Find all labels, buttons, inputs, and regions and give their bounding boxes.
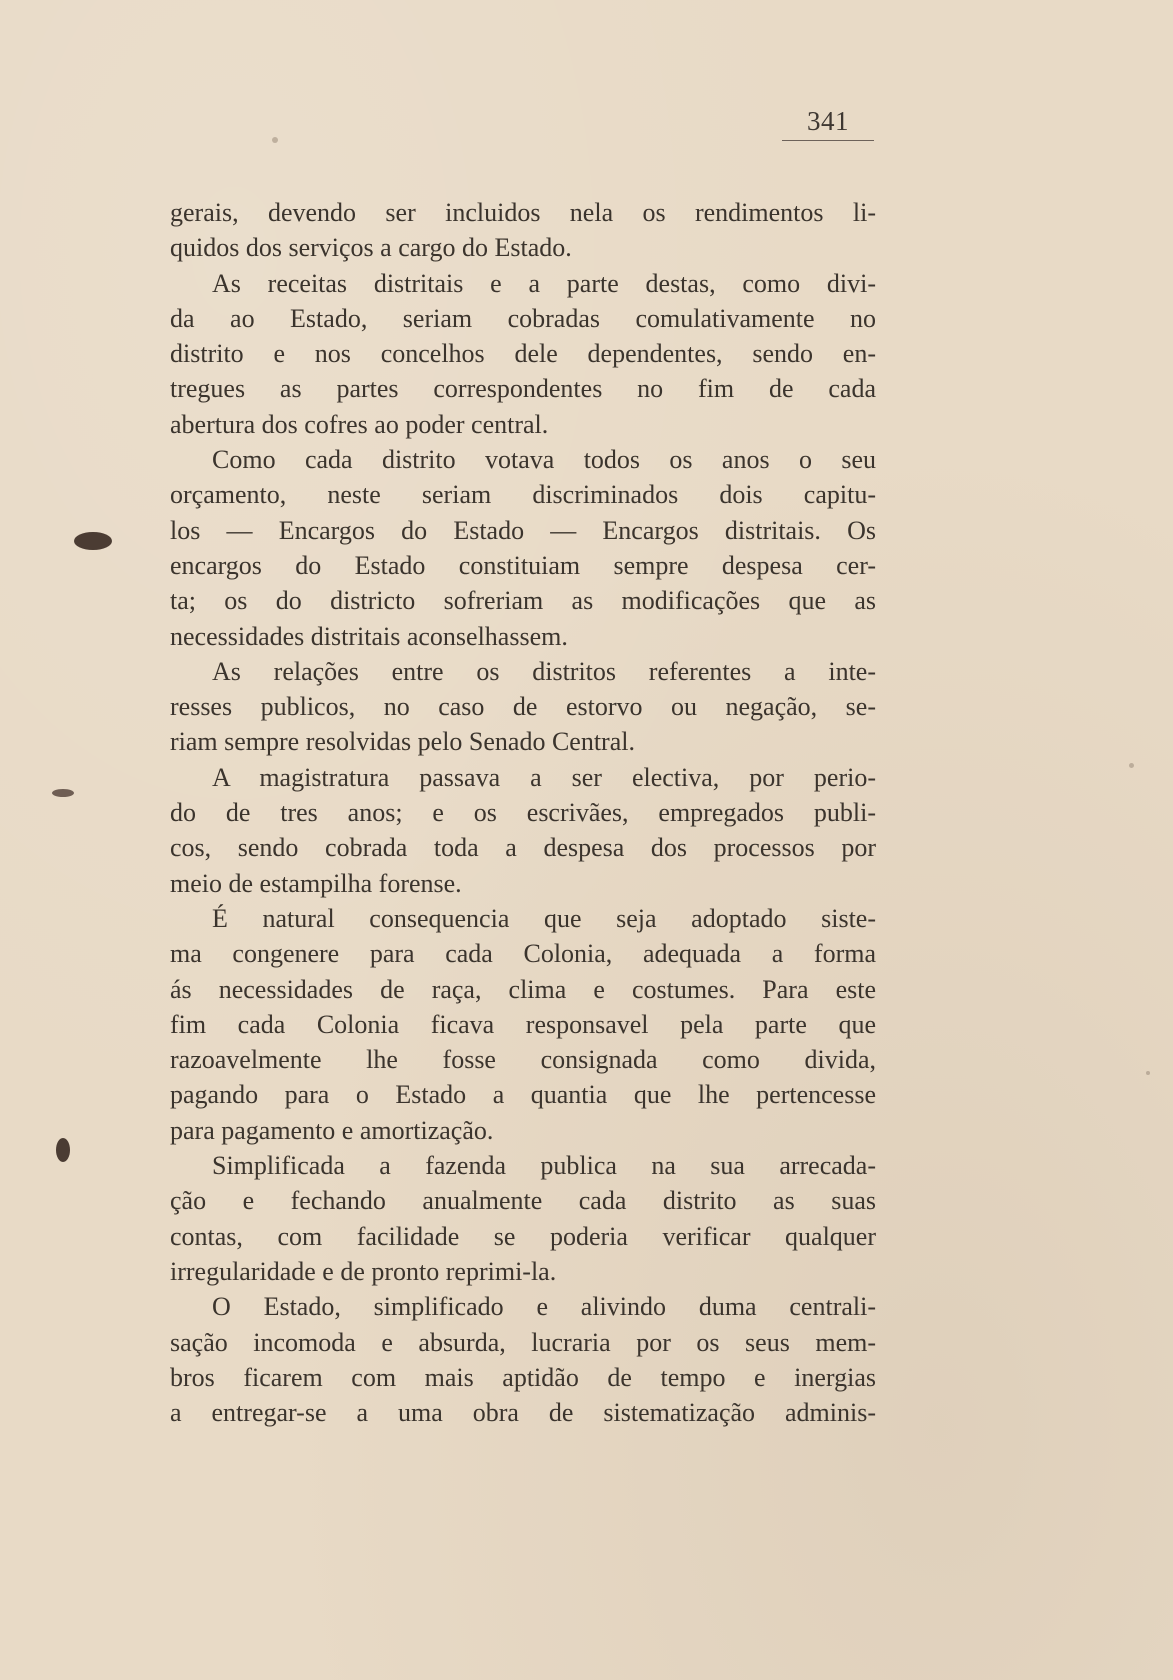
text-line: Simplificada a fazenda publica na sua arrecada- [212, 1151, 876, 1181]
text-line: irregularidade e de pronto reprimi-la. [170, 1256, 557, 1286]
text-line: O Estado, simplificado e alivindo duma centrali- [212, 1292, 876, 1322]
text-line: los — Encargos do Estado — Encargos distritais. Os [170, 515, 876, 545]
text-line: A magistratura passava a ser electiva, por perio- [212, 762, 876, 792]
text-line: contas, com facilidade se poderia verificar qualquer [170, 1221, 876, 1251]
text-line: ção e fechando anualmente cada distrito as suas [170, 1186, 876, 1216]
text-line: ta; os do districto sofreriam as modificações que as [170, 586, 876, 616]
text-line: encargos do Estado constituiam sempre despesa cer- [170, 550, 876, 580]
text-line: Como cada distrito votava todos os anos o seu [212, 445, 876, 475]
text-line: pagando para o Estado a quantia que lhe pertencesse [170, 1080, 876, 1110]
body-text [170, 195, 876, 1430]
text-line: É natural consequencia que seja adoptado siste- [212, 903, 876, 933]
binding-hole [52, 789, 74, 797]
text-line: da ao Estado, seriam cobradas comulativamente no [170, 303, 876, 333]
paper-speck [272, 137, 278, 143]
text-line: As relações entre os distritos referentes a inte- [212, 656, 876, 686]
text-line: razoavelmente lhe fosse consignada como divida, [170, 1045, 876, 1075]
paper-speck [1129, 763, 1134, 768]
text-line: bros ficarem com mais aptidão de tempo e inergias [170, 1362, 876, 1392]
text-line: abertura dos cofres ao poder central. [170, 409, 549, 439]
page-number: 341 [807, 106, 849, 136]
binding-hole [74, 532, 112, 550]
text-line: orçamento, neste seriam discriminados dois capitu- [170, 480, 876, 510]
text-line: fim cada Colonia ficava responsavel pela parte que [170, 1009, 876, 1039]
text-line: do de tres anos; e os escrivães, empregados publi- [170, 798, 876, 828]
text-line: distrito e nos concelhos dele dependentes, sendo en- [170, 339, 876, 369]
text-line: tregues as partes correspondentes no fim de cada [170, 374, 876, 404]
text-line: para pagamento e amortização. [170, 1115, 494, 1145]
text-line: a entregar-se a uma obra de sistematização adminis- [170, 1398, 876, 1428]
text-line: quidos dos serviços a cargo do Estado. [170, 233, 572, 263]
page-number-rule [782, 140, 874, 141]
text-line: resses publicos, no caso de estorvo ou negação, se- [170, 692, 876, 722]
text-line: sação incomoda e absurda, lucraria por os seus mem- [170, 1327, 876, 1357]
text-line: ma congenere para cada Colonia, adequada a forma [170, 939, 876, 969]
binding-hole [56, 1138, 70, 1162]
text-line: gerais, devendo ser incluidos nela os rendimentos li- [170, 198, 876, 227]
text-line: As receitas distritais e a parte destas, como divi- [212, 268, 876, 298]
text-line: meio de estampilha forense. [170, 868, 462, 898]
text-line: cos, sendo cobrada toda a despesa dos processos por [170, 833, 876, 863]
text-line: riam sempre resolvidas pelo Senado Central. [170, 727, 635, 757]
text-line: ás necessidades de raça, clima e costumes. Para este [170, 974, 876, 1004]
paper-speck [1146, 1071, 1150, 1075]
text-line: necessidades distritais aconselhassem. [170, 621, 568, 651]
